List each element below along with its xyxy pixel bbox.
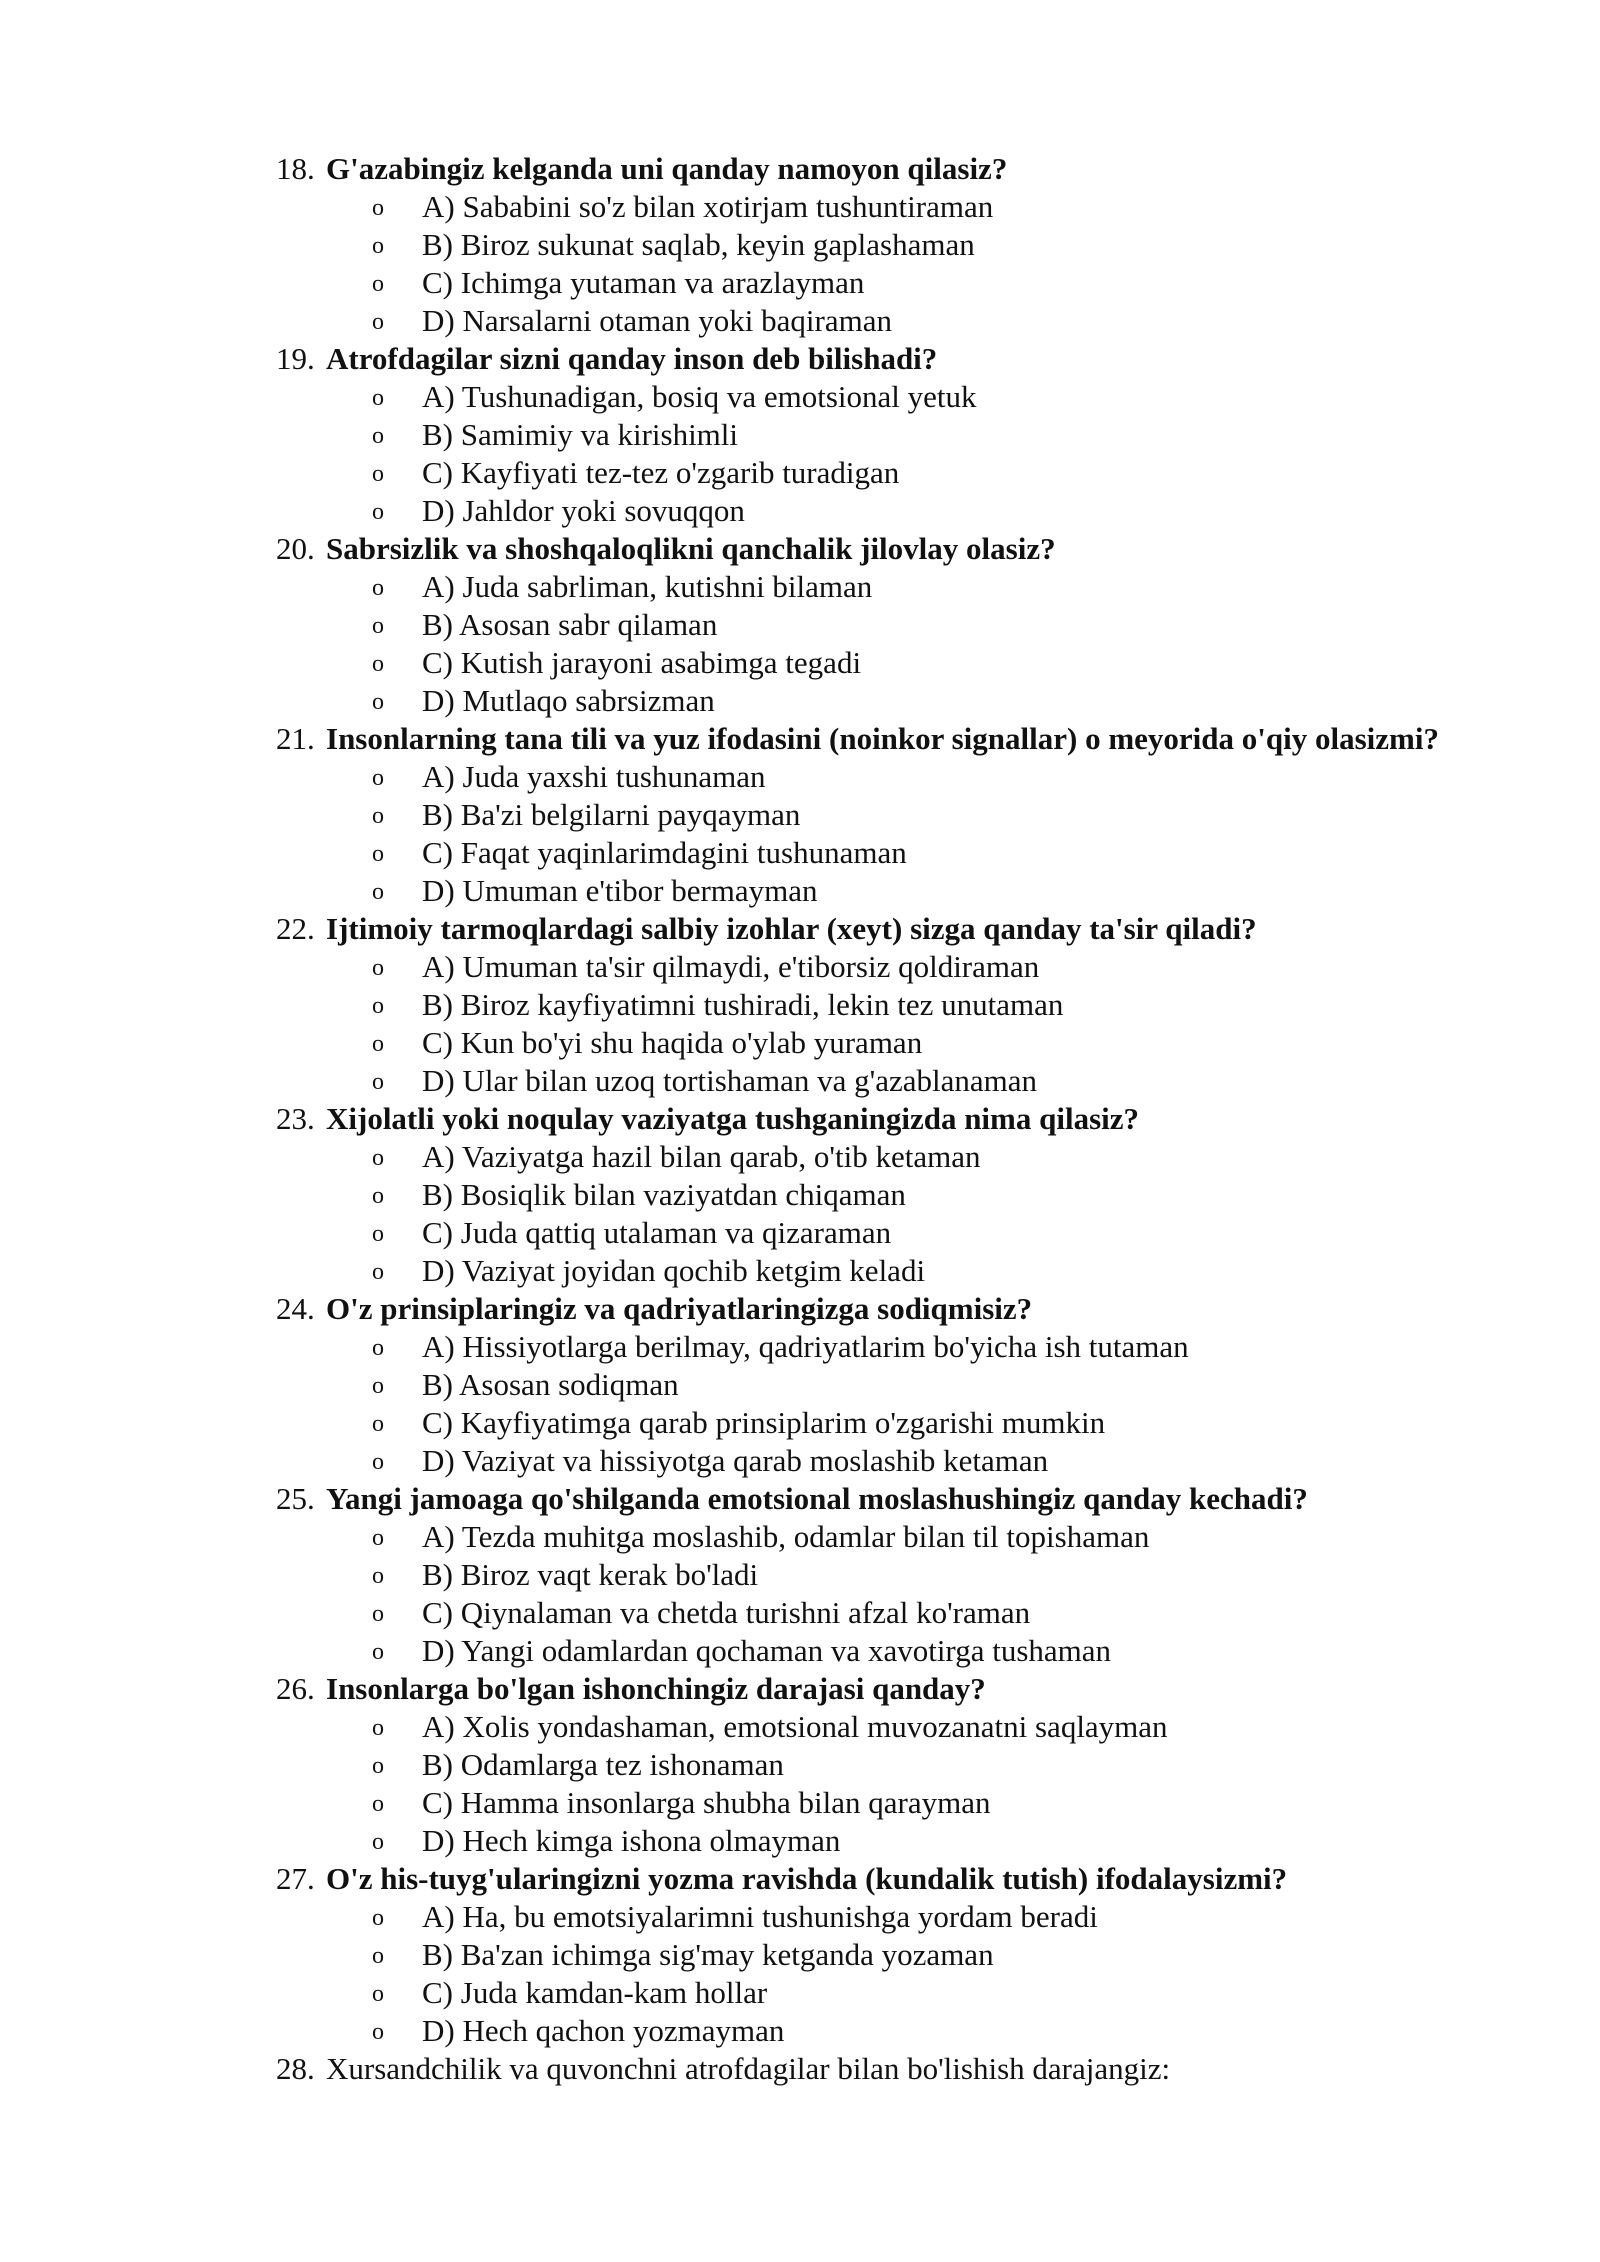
option-item [0,2012,1600,2050]
option-item [0,1442,1600,1480]
option-text: D) Vaziyat joyidan qochib ketgim keladi [422,1253,926,1288]
option-text: B) Biroz vaqt kerak bo'ladi [422,1557,759,1592]
bullet-icon: o [372,993,384,1019]
bullet-icon: o [372,1639,384,1665]
bullet-icon: o [372,613,384,639]
option-item [0,606,1600,644]
option-text: B) Bosiqlik bilan vaziyatdan chiqaman [422,1177,906,1212]
bullet-icon: o [372,651,384,677]
question-20 [0,530,1600,720]
question-number: 18. [276,151,315,186]
question-26 [0,1670,1600,1860]
option-item [0,1214,1600,1252]
option-text: B) Asosan sabr qilaman [422,607,718,642]
question-line [0,1860,1600,1898]
option-text: C) Qiynalaman va chetda turishni afzal ko'raman [422,1595,1031,1630]
bullet-icon: o [372,1411,384,1437]
option-item [0,872,1600,910]
bullet-icon: o [372,2019,384,2045]
bullet-icon: o [372,423,384,449]
option-item [0,1936,1600,1974]
question-line [0,1670,1600,1708]
question-number: 19. [276,341,315,376]
bullet-icon: o [372,1183,384,1209]
option-text: A) Ha, bu emotsiyalarimni tushunishga yordam beradi [422,1899,1098,1934]
option-text: C) Kutish jarayoni asabimga tegadi [422,645,862,680]
option-text: C) Kayfiyati tez-tez o'zgarib turadigan [422,455,900,490]
question-27 [0,1860,1600,2050]
option-text: A) Sababini so'z bilan xotirjam tushuntiraman [422,189,994,224]
option-text: D) Ular bilan uzoq tortishaman va g'azablanaman [422,1063,1038,1098]
option-item [0,644,1600,682]
bullet-icon: o [372,1563,384,1589]
document-page [0,150,1600,2088]
option-item [0,834,1600,872]
option-item [0,1366,1600,1404]
question-23 [0,1100,1600,1290]
option-text: B) Biroz kayfiyatimni tushiradi, lekin tez unutaman [422,987,1064,1022]
question-text: Insonlarga bo'lgan ishonchingiz darajasi qanday? [326,1671,986,1706]
option-text: D) Umuman e'tibor bermayman [422,873,818,908]
bullet-icon: o [372,841,384,867]
option-text: A) Juda yaxshi tushunaman [422,759,766,794]
bullet-icon: o [372,1525,384,1551]
option-item [0,1176,1600,1214]
question-text: Ijtimoiy tarmoqlardagi salbiy izohlar (xeyt) sizga qanday ta'sir qiladi? [326,911,1257,946]
option-text: D) Vaziyat va hissiyotga qarab moslashib ketaman [422,1443,1049,1478]
option-item [0,682,1600,720]
option-text: B) Samimiy va kirishimli [422,417,739,452]
option-item [0,1822,1600,1860]
option-item [0,416,1600,454]
option-item [0,1594,1600,1632]
question-24 [0,1290,1600,1480]
option-text: B) Ba'zi belgilarni payqayman [422,797,801,832]
option-item [0,1708,1600,1746]
question-25 [0,1480,1600,1670]
bullet-icon: o [372,1905,384,1931]
option-text: C) Kun bo'yi shu haqida o'ylab yuraman [422,1025,923,1060]
question-line [0,1290,1600,1328]
question-line [0,150,1600,188]
bullet-icon: o [372,1145,384,1171]
question-28 [0,2050,1600,2088]
option-item [0,1138,1600,1176]
option-item [0,1784,1600,1822]
option-text: C) Juda kamdan-kam hollar [422,1975,768,2010]
bullet-icon: o [372,1601,384,1627]
bullet-icon: o [372,1069,384,1095]
bullet-icon: o [372,575,384,601]
bullet-icon: o [372,195,384,221]
option-text: D) Mutlaqo sabrsizman [422,683,715,718]
bullet-icon: o [372,1753,384,1779]
bullet-icon: o [372,1715,384,1741]
question-line [0,720,1600,758]
question-number: 21. [276,721,315,756]
option-item [0,264,1600,302]
option-text: B) Odamlarga tez ishonaman [422,1747,784,1782]
option-item [0,1252,1600,1290]
question-number: 20. [276,531,315,566]
question-number: 27. [276,1861,315,1896]
bullet-icon: o [372,1221,384,1247]
question-18 [0,150,1600,340]
question-text: Xijolatli yoki noqulay vaziyatga tushganingizda nima qilasiz? [326,1101,1140,1136]
option-item [0,948,1600,986]
bullet-icon: o [372,803,384,829]
option-item [0,1062,1600,1100]
question-text: Xursandchilik va quvonchni atrofdagilar bilan bo'lishish darajangiz: [326,2051,1171,2086]
question-text: Atrofdagilar sizni qanday inson deb bilishadi? [326,341,938,376]
option-text: C) Kayfiyatimga qarab prinsiplarim o'zgarishi mumkin [422,1405,1106,1440]
question-number: 25. [276,1481,315,1516]
bullet-icon: o [372,1829,384,1855]
option-item [0,1024,1600,1062]
option-text: A) Tushunadigan, bosiq va emotsional yetuk [422,379,977,414]
option-item [0,1898,1600,1936]
option-item [0,1404,1600,1442]
bullet-icon: o [372,765,384,791]
question-22 [0,910,1600,1100]
question-number: 23. [276,1101,315,1136]
bullet-icon: o [372,499,384,525]
option-item [0,378,1600,416]
bullet-icon: o [372,385,384,411]
option-text: B) Biroz sukunat saqlab, keyin gaplashaman [422,227,975,262]
question-line [0,910,1600,948]
option-text: D) Hech qachon yozmayman [422,2013,785,2048]
option-text: A) Hissiyotlarga berilmay, qadriyatlarim bo'yicha ish tutaman [422,1329,1189,1364]
option-item [0,568,1600,606]
option-text: D) Hech kimga ishona olmayman [422,1823,841,1858]
bullet-icon: o [372,955,384,981]
option-text: C) Juda qattiq utalaman va qizaraman [422,1215,892,1250]
option-item [0,796,1600,834]
bullet-icon: o [372,689,384,715]
option-item [0,226,1600,264]
option-item [0,1518,1600,1556]
option-text: B) Ba'zan ichimga sig'may ketganda yozaman [422,1937,994,1972]
option-text: A) Tezda muhitga moslashib, odamlar bilan til topishaman [422,1519,1150,1554]
option-text: A) Umuman ta'sir qilmaydi, e'tiborsiz qoldiraman [422,949,1040,984]
option-text: A) Vaziyatga hazil bilan qarab, o'tib ketaman [422,1139,981,1174]
option-item [0,188,1600,226]
option-item [0,1556,1600,1594]
option-item [0,302,1600,340]
option-text: A) Juda sabrliman, kutishni bilaman [422,569,873,604]
option-item [0,758,1600,796]
option-item [0,454,1600,492]
option-item [0,1328,1600,1366]
question-21 [0,720,1600,910]
bullet-icon: o [372,879,384,905]
question-line [0,530,1600,568]
bullet-icon: o [372,1259,384,1285]
option-text: D) Yangi odamlardan qochaman va xavotirga tushaman [422,1633,1112,1668]
bullet-icon: o [372,1335,384,1361]
bullet-icon: o [372,271,384,297]
bullet-icon: o [372,309,384,335]
bullet-icon: o [372,233,384,259]
option-text: D) Narsalarni otaman yoki baqiraman [422,303,892,338]
option-item [0,986,1600,1024]
question-line [0,1100,1600,1138]
bullet-icon: o [372,1449,384,1475]
bullet-icon: o [372,1981,384,2007]
option-text: D) Jahldor yoki sovuqqon [422,493,745,528]
bullet-icon: o [372,1791,384,1817]
bullet-icon: o [372,1031,384,1057]
option-item [0,1974,1600,2012]
question-number: 26. [276,1671,315,1706]
option-text: C) Faqat yaqinlarimdagini tushunaman [422,835,907,870]
question-text: Yangi jamoaga qo'shilganda emotsional moslashushingiz qanday kechadi? [326,1481,1308,1516]
question-line [0,340,1600,378]
question-line [0,1480,1600,1518]
option-item [0,492,1600,530]
bullet-icon: o [372,461,384,487]
question-text: Insonlarning tana tili va yuz ifodasini (noinkor signallar) o meyorida o'qiy olasizmi? [326,721,1439,756]
question-line [0,2050,1600,2088]
option-text: C) Ichimga yutaman va arazlayman [422,265,865,300]
question-text: G'azabingiz kelganda uni qanday namoyon qilasiz? [326,151,1008,186]
question-number: 22. [276,911,315,946]
question-number: 24. [276,1291,315,1326]
question-number: 28. [276,2051,315,2086]
bullet-icon: o [372,1943,384,1969]
question-text: O'z his-tuyg'ularingizni yozma ravishda (kundalik tutish) ifodalaysizmi? [326,1861,1288,1896]
option-text: A) Xolis yondashaman, emotsional muvozanatni saqlayman [422,1709,1168,1744]
question-text: Sabrsizlik va shoshqaloqlikni qanchalik jilovlay olasiz? [326,531,1056,566]
option-item [0,1632,1600,1670]
option-item [0,1746,1600,1784]
option-text: B) Asosan sodiqman [422,1367,679,1402]
bullet-icon: o [372,1373,384,1399]
option-text: C) Hamma insonlarga shubha bilan qarayman [422,1785,991,1820]
question-text: O'z prinsiplaringiz va qadriyatlaringizga sodiqmisiz? [326,1291,1033,1326]
question-19 [0,340,1600,530]
